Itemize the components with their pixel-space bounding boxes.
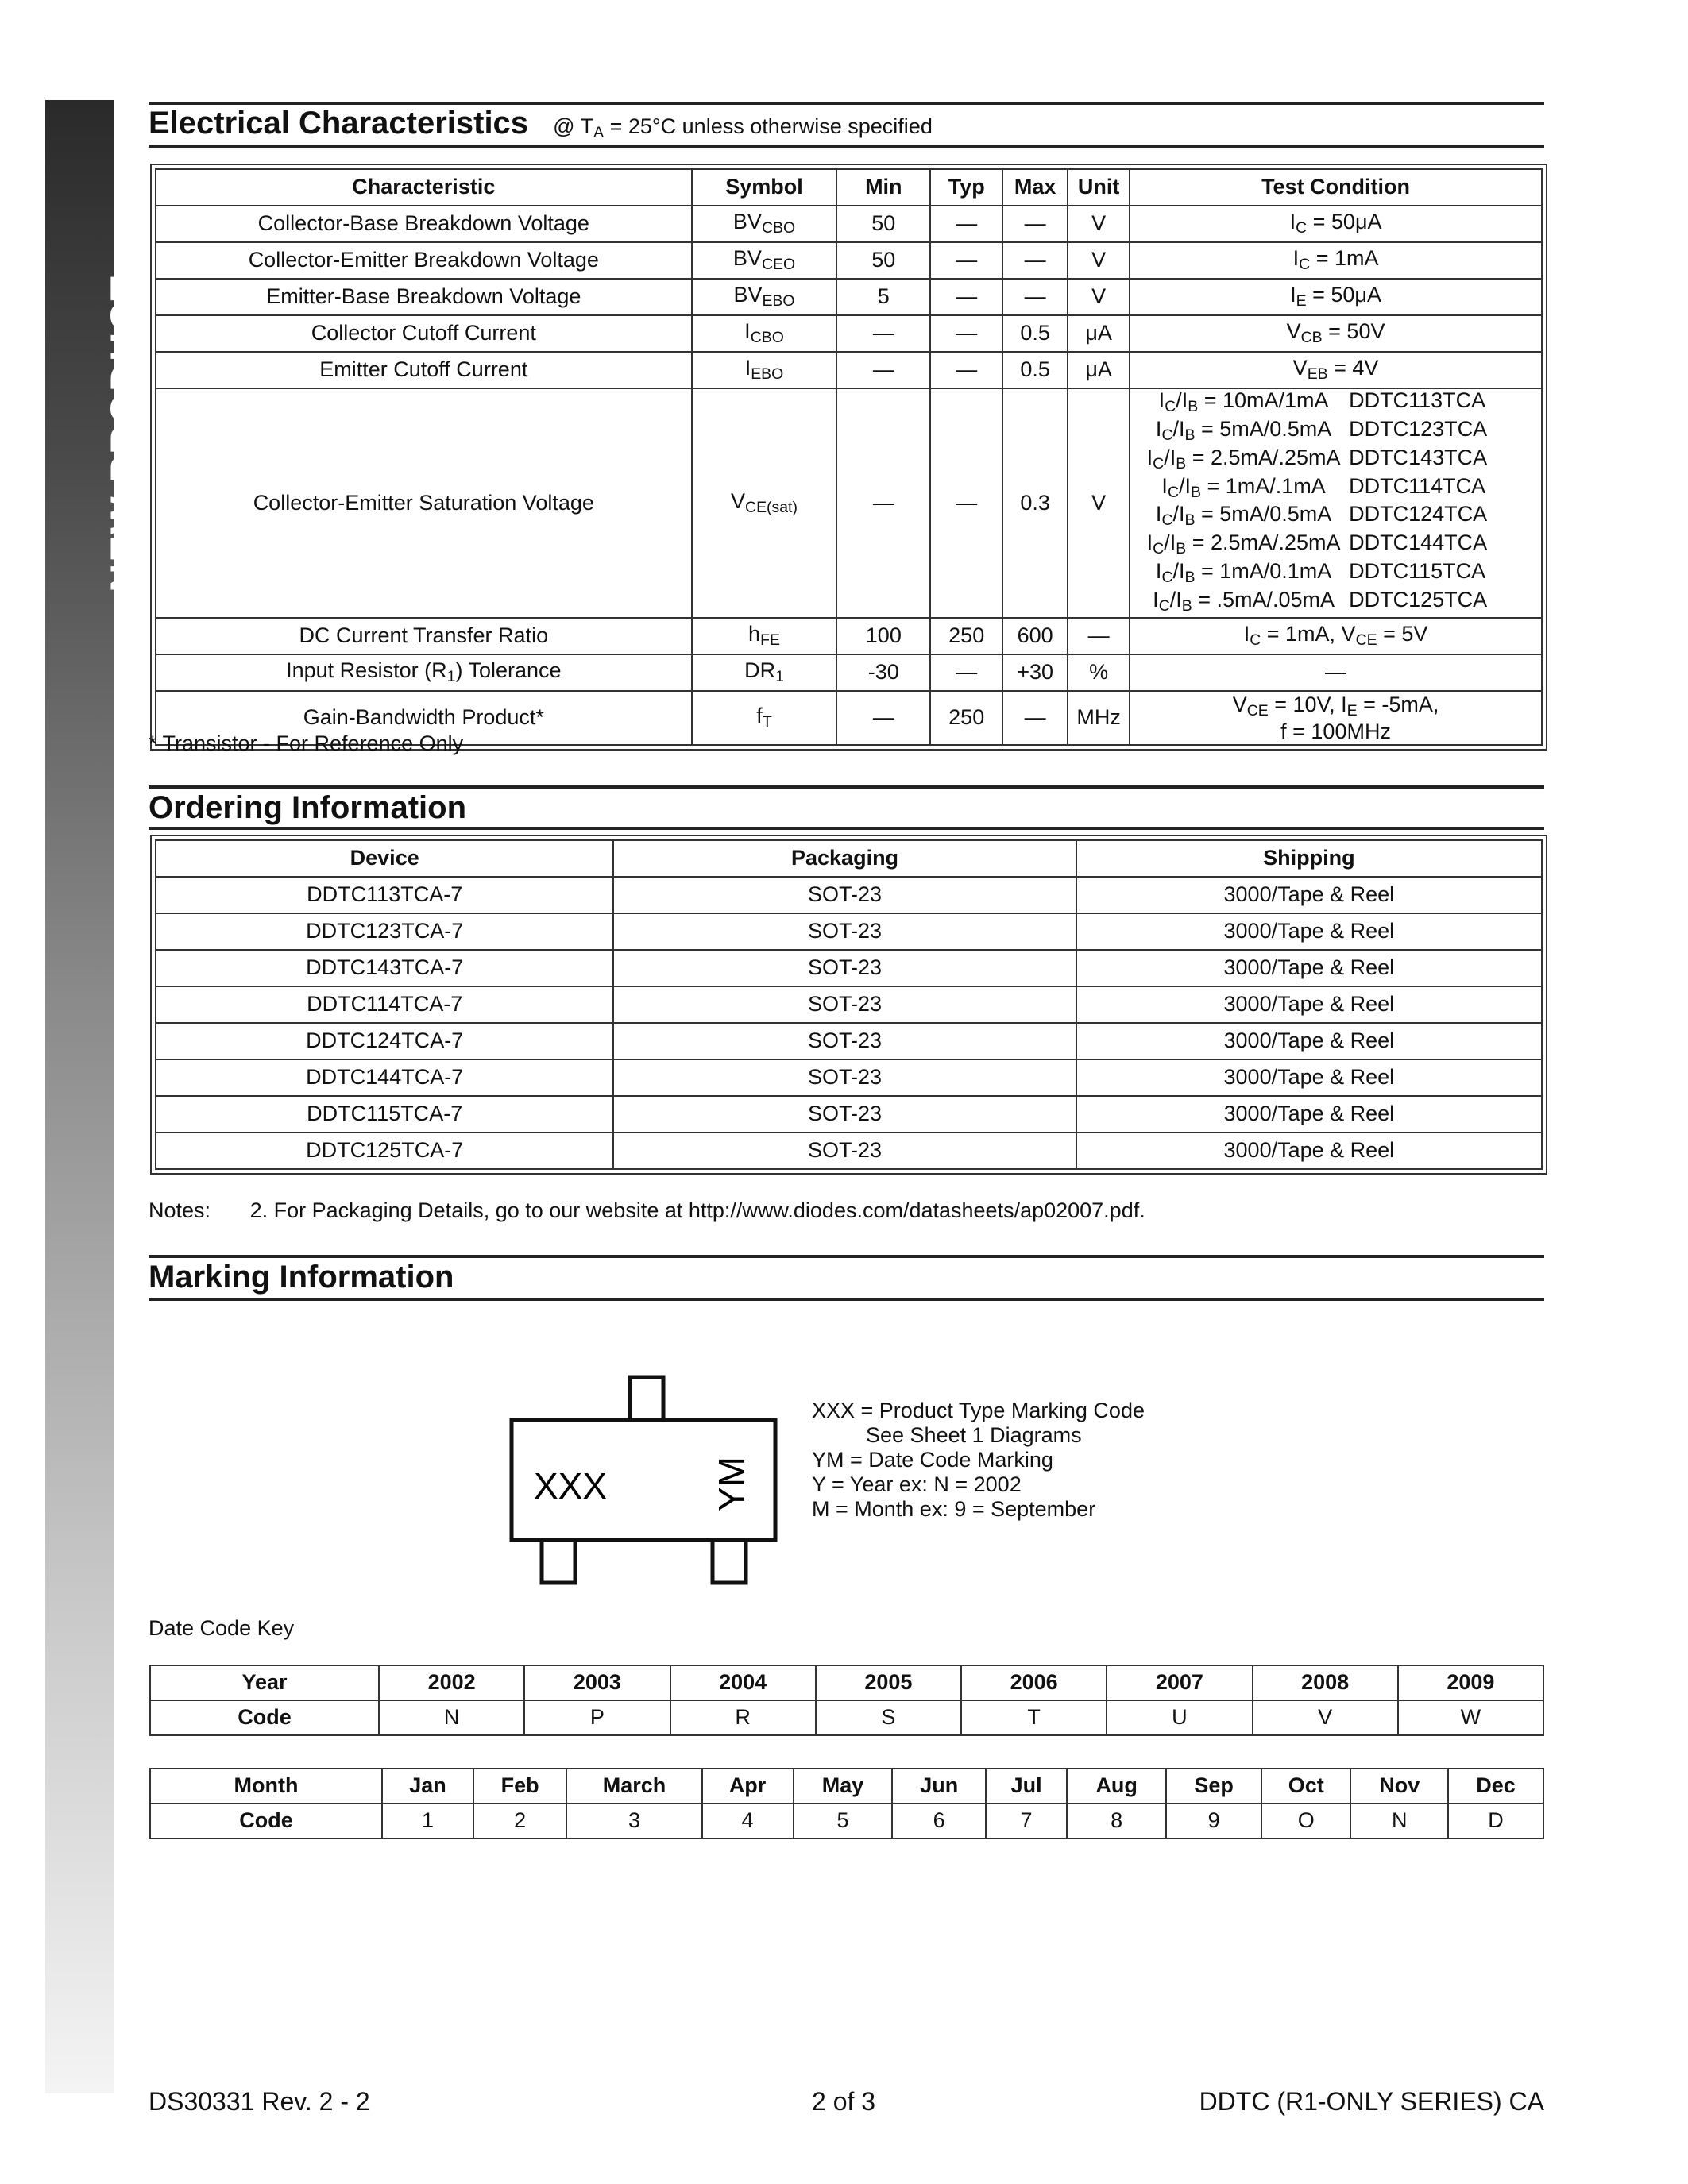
cell-shipping: 3000/Tape & Reel: [1076, 1096, 1542, 1133]
ordering-title: Ordering Information: [149, 790, 466, 825]
table-row: [156, 315, 1542, 352]
month-code-body: [150, 1769, 1543, 1839]
table-row: [156, 242, 1542, 279]
key-header-cell: 2009: [1398, 1665, 1543, 1700]
cell-max: 0.5: [1002, 352, 1068, 388]
cell-device: DDTC125TCA-7: [156, 1133, 613, 1169]
key-header-cell: Nov: [1350, 1769, 1447, 1804]
col-device: Device: [156, 840, 613, 877]
section-rule-bottom: [149, 145, 1544, 148]
key-header-cell: Jan: [382, 1769, 473, 1804]
table-row: [156, 1133, 1542, 1169]
notes-text: 2. For Packaging Details, go to our website at http://www.diodes.com/datasheets/ap02007.pdf.: [249, 1198, 1145, 1222]
key-header-cell: Sep: [1166, 1769, 1261, 1804]
cell-characteristic: Emitter-Base Breakdown Voltage: [156, 279, 692, 315]
key-header-cell: 2004: [670, 1665, 816, 1700]
cell-symbol: $V_{CE(sat)}$: [692, 388, 837, 618]
electrical-body: [156, 206, 1542, 745]
condition-device: DDTC124TCA: [1349, 502, 1488, 527]
cell-characteristic: Collector-Base Breakdown Voltage: [156, 206, 692, 242]
package-marking-code: XXX: [534, 1465, 608, 1507]
key-header-cell: Feb: [473, 1769, 566, 1804]
condition-line: [1138, 418, 1533, 446]
cell-unit: V: [1068, 242, 1130, 279]
cell-packaging: SOT-23: [613, 950, 1076, 986]
cell-condition: —: [1130, 654, 1542, 691]
cell-packaging: SOT-23: [613, 986, 1076, 1023]
cell-typ: —: [930, 388, 1002, 618]
condition-line: [1138, 446, 1533, 475]
cell-device: DDTC143TCA-7: [156, 950, 613, 986]
table-row: [156, 986, 1542, 1023]
cell-shipping: 3000/Tape & Reel: [1076, 877, 1542, 913]
cell-typ: 250: [930, 691, 1002, 745]
cell-unit: V: [1068, 388, 1130, 618]
cell-symbol: $h_{FE}$: [692, 618, 837, 654]
ordering-table: [155, 839, 1543, 1170]
section-rule-bottom: [149, 1298, 1544, 1301]
cell-min: —: [836, 691, 930, 745]
key-header-cell: 2006: [961, 1665, 1107, 1700]
cell-shipping: 3000/Tape & Reel: [1076, 950, 1542, 986]
cell-shipping: 3000/Tape & Reel: [1076, 1133, 1542, 1169]
condition-device: DDTC115TCA: [1349, 559, 1486, 584]
cell-symbol: $DR_1$: [692, 654, 837, 691]
col-symbol: Symbol: [692, 169, 837, 206]
cell-device: DDTC114TCA-7: [156, 986, 613, 1023]
condition-line: f = 100MHz: [1280, 719, 1391, 743]
key-code-cell: W: [1398, 1700, 1543, 1735]
electrical-table: [155, 168, 1543, 746]
table-row: [156, 1096, 1542, 1133]
cell-condition-list: [1130, 388, 1542, 618]
cell-unit: V: [1068, 206, 1130, 242]
table-row: [156, 877, 1542, 913]
ordering-body: [156, 877, 1542, 1169]
cell-packaging: SOT-23: [613, 1096, 1076, 1133]
key-header-cell: Jun: [892, 1769, 985, 1804]
cell-symbol: $I_{EBO}$: [692, 352, 837, 388]
key-code-cell: O: [1261, 1804, 1350, 1839]
cell-min: —: [836, 315, 930, 352]
cell-device: DDTC115TCA-7: [156, 1096, 613, 1133]
cell-typ: —: [930, 654, 1002, 691]
legend-line: See Sheet 1 Diagrams: [866, 1423, 1082, 1447]
col-shipping: Shipping: [1076, 840, 1542, 877]
key-code-cell: T: [961, 1700, 1107, 1735]
electrical-header-row: [156, 169, 1542, 206]
key-header-cell: May: [794, 1769, 893, 1804]
table-row: [156, 654, 1542, 691]
date-code-key-label: Date Code Key: [149, 1616, 295, 1640]
cell-unit: V: [1068, 279, 1130, 315]
row-label: Month: [150, 1769, 382, 1804]
marking-title: Marking Information: [149, 1260, 454, 1295]
key-code-cell: 5: [794, 1804, 893, 1839]
key-code-cell: R: [670, 1700, 816, 1735]
cell-unit: —: [1068, 618, 1130, 654]
cell-min: —: [836, 352, 930, 388]
condition-line: [1138, 588, 1533, 617]
cell-max: —: [1002, 206, 1068, 242]
col-test-condition: Test Condition: [1130, 169, 1542, 206]
electrical-title: [149, 106, 933, 142]
cell-unit: μA: [1068, 315, 1130, 352]
key-code-cell: U: [1107, 1700, 1252, 1735]
cell-min: 50: [836, 206, 930, 242]
section-rule-top: [149, 102, 1544, 105]
cell-symbol: $BV_{CBO}$: [692, 206, 837, 242]
electrical-footnote: * Transistor - For Reference Only: [149, 731, 464, 755]
cell-condition: $I_C = 1mA$, $V_{CE} = 5V$: [1130, 618, 1542, 654]
col-min: Min: [836, 169, 930, 206]
legend-line: Y = Year ex: N = 2002: [812, 1472, 1022, 1496]
cell-condition: $I_E = 50\mu A$: [1130, 279, 1542, 315]
table-row: [156, 279, 1542, 315]
key-code-cell: 7: [986, 1804, 1067, 1839]
legend-line: M = Month ex: 9 = September: [812, 1497, 1096, 1521]
condition-device: DDTC114TCA: [1349, 473, 1486, 498]
cell-packaging: SOT-23: [613, 877, 1076, 913]
key-header-cell: Aug: [1067, 1769, 1166, 1804]
cell-unit: μA: [1068, 352, 1130, 388]
cell-condition: $V_{CB} = 50V$: [1130, 315, 1542, 352]
key-header-cell: March: [566, 1769, 701, 1804]
key-header-cell: 2003: [524, 1665, 670, 1700]
cell-characteristic: Collector Cutoff Current: [156, 315, 692, 352]
cell-symbol: $f_T$: [692, 691, 837, 745]
cell-typ: —: [930, 279, 1002, 315]
key-header-cell: Jul: [986, 1769, 1067, 1804]
legend-line: XXX = Product Type Marking Code: [812, 1399, 1145, 1422]
electrical-title-text: Electrical Characteristics: [149, 106, 529, 141]
cell-max: —: [1002, 279, 1068, 315]
legend-line: YM = Date Code Marking: [812, 1448, 1053, 1472]
cell-min: -30: [836, 654, 930, 691]
key-code-cell: 9: [1166, 1804, 1261, 1839]
condition-value: $I_C/I_B = .5mA/.05mA$: [1153, 588, 1335, 615]
condition-line: $V_{CE} = 10V$, $I_E = -5mA$,: [1232, 692, 1439, 720]
cell-min: 100: [836, 618, 930, 654]
condition-value: $I_C/I_B = 5mA/0.5mA$: [1155, 502, 1332, 530]
key-header-cell: Apr: [702, 1769, 794, 1804]
table-row: [156, 913, 1542, 950]
sidebar-label: NEW PRODUCT: [102, 275, 147, 592]
row-label: Code: [150, 1700, 379, 1735]
cell-condition: $I_C = 1mA$: [1130, 242, 1542, 279]
cell-device: DDTC124TCA-7: [156, 1023, 613, 1059]
cell-characteristic: Input Resistor $(R_1)$ Tolerance: [156, 654, 692, 691]
cell-unit: MHz: [1068, 691, 1130, 745]
cell-symbol: $BV_{EBO}$: [692, 279, 837, 315]
row-label: Year: [150, 1665, 379, 1700]
section-rule-top: [149, 785, 1544, 789]
cell-condition: [1130, 691, 1542, 745]
key-code-cell: 3: [566, 1804, 701, 1839]
ordering-notes: [149, 1198, 1145, 1223]
condition-value: $I_C/I_B = 1mA/0.1mA$: [1155, 559, 1332, 587]
key-header-cell: 2005: [816, 1665, 961, 1700]
condition-value: $I_C/I_B = 1mA/.1mA$: [1161, 473, 1326, 501]
key-code-cell: 2: [473, 1804, 566, 1839]
cell-characteristic: Emitter Cutoff Current: [156, 352, 692, 388]
condition-line: [1138, 531, 1533, 560]
cell-characteristic: Gain-Bandwidth Product*: [156, 691, 692, 745]
key-header-cell: Dec: [1448, 1769, 1543, 1804]
condition-value: $I_C/I_B = 2.5mA/.25mA$: [1146, 445, 1341, 473]
cell-unit: %: [1068, 654, 1130, 691]
condition-device: DDTC123TCA: [1349, 416, 1488, 441]
col-max: Max: [1002, 169, 1068, 206]
cell-max: 0.3: [1002, 388, 1068, 618]
table-row: [156, 1059, 1542, 1096]
cell-typ: —: [930, 206, 1002, 242]
package-right-lead: [713, 1540, 746, 1583]
col-typ: Typ: [930, 169, 1002, 206]
key-code-cell: 6: [892, 1804, 985, 1839]
condition-line: [1138, 503, 1533, 531]
key-header-cell: 2007: [1107, 1665, 1252, 1700]
col-characteristic: Characteristic: [156, 169, 692, 206]
cell-packaging: SOT-23: [613, 913, 1076, 950]
cell-typ: —: [930, 315, 1002, 352]
condition-line: [1138, 560, 1533, 588]
table-row-saturation: [156, 388, 1542, 618]
section-rule-top: [149, 1255, 1544, 1258]
footer-doc-id: DS30331 Rev. 2 - 2: [149, 2087, 370, 2116]
cell-device: DDTC144TCA-7: [156, 1059, 613, 1096]
year-code-table: [149, 1665, 1544, 1736]
ordering-header-row: [156, 840, 1542, 877]
key-code-cell: V: [1253, 1700, 1398, 1735]
condition-value: $I_C/I_B = 5mA/0.5mA$: [1155, 416, 1332, 444]
col-packaging: Packaging: [613, 840, 1076, 877]
table-row: [150, 1769, 1543, 1804]
table-row: [156, 352, 1542, 388]
table-row: [156, 950, 1542, 986]
cell-min: 5: [836, 279, 930, 315]
cell-shipping: 3000/Tape & Reel: [1076, 1059, 1542, 1096]
key-header-cell: Oct: [1261, 1769, 1350, 1804]
table-row: [156, 1023, 1542, 1059]
marking-legend: [812, 1399, 1145, 1522]
package-top-lead: [630, 1377, 663, 1420]
package-date-code: YM: [711, 1457, 752, 1511]
condition-value: $I_C/I_B = 2.5mA/.25mA$: [1146, 531, 1341, 558]
col-unit: Unit: [1068, 169, 1130, 206]
cell-max: 0.5: [1002, 315, 1068, 352]
condition-device: DDTC125TCA: [1349, 588, 1488, 612]
footer-series: DDTC (R1-ONLY SERIES) CA: [1199, 2087, 1544, 2116]
cell-condition: $V_{EB} = 4V$: [1130, 352, 1542, 388]
electrical-condition: @ $T_A = 25^\circ C$ unless otherwise specified: [553, 114, 933, 141]
condition-device: DDTC143TCA: [1349, 445, 1488, 469]
condition-line: [1138, 475, 1533, 504]
cell-min: 50: [836, 242, 930, 279]
cell-typ: 250: [930, 618, 1002, 654]
key-header-cell: 2008: [1253, 1665, 1398, 1700]
key-header-cell: 2002: [379, 1665, 524, 1700]
month-code-table: [149, 1768, 1544, 1839]
cell-condition: $I_C = 50\mu A$: [1130, 206, 1542, 242]
key-code-cell: 8: [1067, 1804, 1166, 1839]
table-row: [150, 1665, 1543, 1700]
sot23-package-diagram: [500, 1370, 786, 1592]
key-code-cell: N: [379, 1700, 524, 1735]
cell-characteristic: Collector-Emitter Breakdown Voltage: [156, 242, 692, 279]
cell-min: —: [836, 388, 930, 618]
cell-characteristic: Collector-Emitter Saturation Voltage: [156, 388, 692, 618]
cell-packaging: SOT-23: [613, 1059, 1076, 1096]
table-row: [150, 1804, 1543, 1839]
key-code-cell: P: [524, 1700, 670, 1735]
condition-device: DDTC113TCA: [1349, 388, 1486, 412]
footer-page-number: 2 of 3: [812, 2087, 876, 2116]
cell-max: —: [1002, 691, 1068, 745]
cell-symbol: $I_{CBO}$: [692, 315, 837, 352]
key-code-cell: 4: [702, 1804, 794, 1839]
cell-characteristic: DC Current Transfer Ratio: [156, 618, 692, 654]
cell-shipping: 3000/Tape & Reel: [1076, 913, 1542, 950]
cell-typ: —: [930, 242, 1002, 279]
cell-device: DDTC123TCA-7: [156, 913, 613, 950]
cell-packaging: SOT-23: [613, 1023, 1076, 1059]
table-row: [156, 206, 1542, 242]
condition-device: DDTC144TCA: [1349, 531, 1488, 555]
key-code-cell: S: [816, 1700, 961, 1735]
key-code-cell: 1: [382, 1804, 473, 1839]
cell-symbol: $BV_{CEO}$: [692, 242, 837, 279]
cell-typ: —: [930, 352, 1002, 388]
section-rule-bottom: [149, 827, 1544, 830]
table-row: [150, 1700, 1543, 1735]
notes-label: Notes:: [149, 1198, 211, 1222]
cell-max: +30: [1002, 654, 1068, 691]
condition-value: $I_C/I_B = 10mA/1mA$: [1158, 388, 1329, 415]
year-code-body: [150, 1665, 1543, 1735]
key-code-cell: D: [1448, 1804, 1543, 1839]
cell-packaging: SOT-23: [613, 1133, 1076, 1169]
package-left-lead: [542, 1540, 575, 1583]
row-label: Code: [150, 1804, 382, 1839]
cell-shipping: 3000/Tape & Reel: [1076, 1023, 1542, 1059]
sidebar-banner: [45, 100, 147, 2093]
cell-device: DDTC113TCA-7: [156, 877, 613, 913]
key-code-cell: N: [1350, 1804, 1447, 1839]
table-row: [156, 618, 1542, 654]
cell-max: —: [1002, 242, 1068, 279]
cell-shipping: 3000/Tape & Reel: [1076, 986, 1542, 1023]
cell-max: 600: [1002, 618, 1068, 654]
condition-line: [1138, 389, 1533, 418]
